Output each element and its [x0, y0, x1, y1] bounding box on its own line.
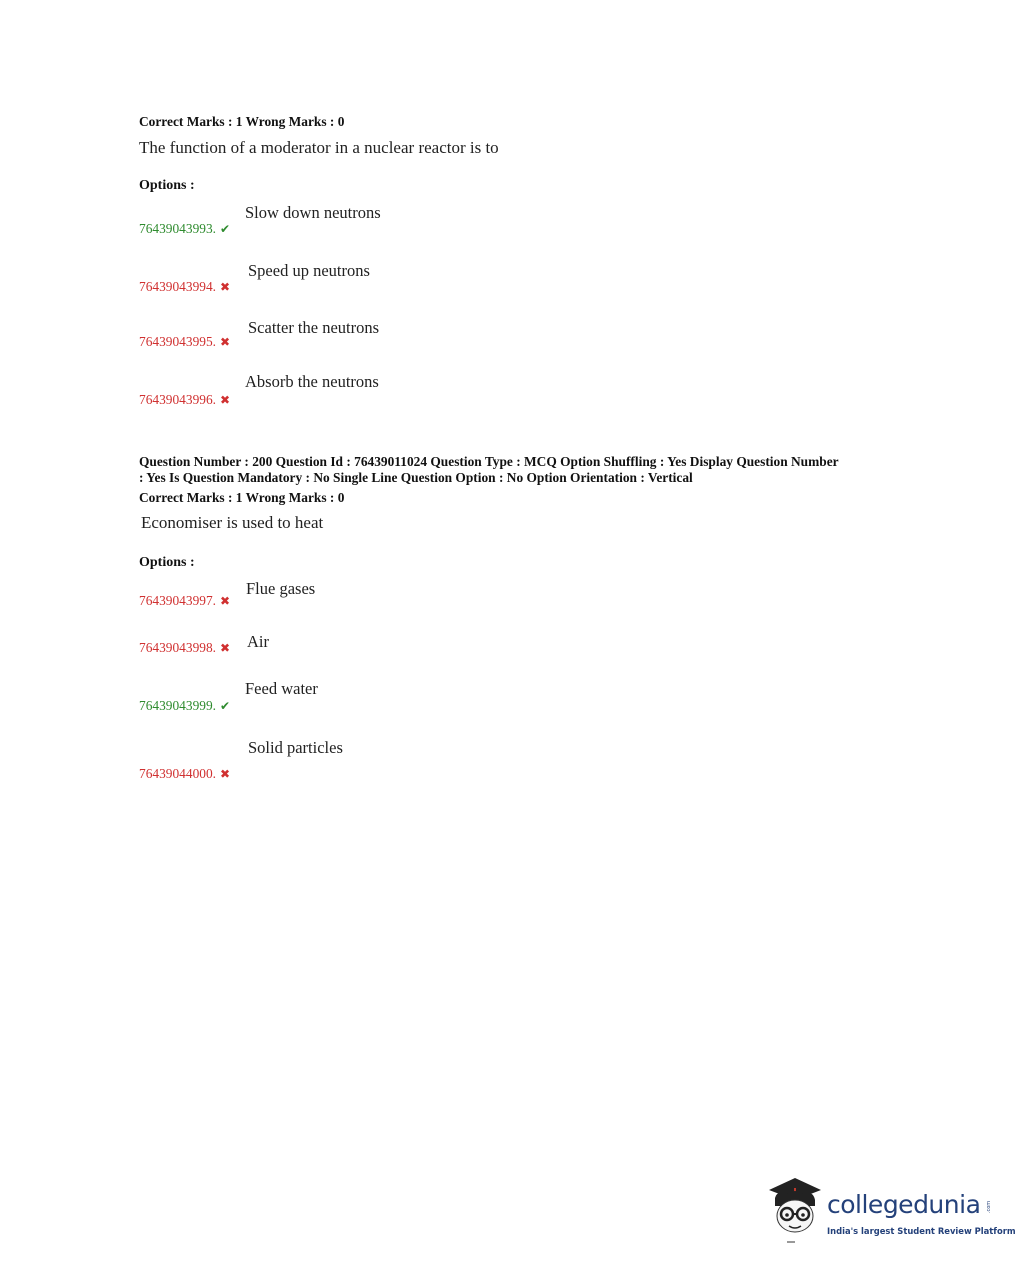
q2-option-3-id: 76439043999. ✔: [139, 698, 231, 713]
q2-option-1-text: Flue gases: [246, 579, 316, 598]
q1-option-2-text: Speed up neutrons: [248, 261, 370, 280]
cross-mark-icon: ✖: [220, 335, 231, 349]
logo-com: .com: [986, 1200, 993, 1214]
cross-mark-icon: ✖: [220, 280, 231, 294]
q2-question-text: Economiser is used to heat: [141, 513, 324, 532]
q2-option-1-id: 76439043997. ✖: [139, 593, 231, 608]
q1-option-1-text: Slow down neutrons: [245, 203, 381, 222]
cross-mark-icon: ✖: [220, 594, 231, 608]
logo-tagline: India's largest Student Review Platform: [827, 1226, 1016, 1236]
q1-option-4-text: Absorb the neutrons: [245, 372, 379, 391]
q1-options-label: Options :: [139, 178, 195, 193]
check-mark-icon: ✔: [220, 699, 231, 713]
q2-header-line-1: Question Number : 200 Question Id : 76439011024 Question Type : MCQ Option Shuffling : Yes Display Question Number: [139, 454, 839, 469]
q2-header-line-2: : Yes Is Question Mandatory : No Single Line Question Option : No Option Orientation : Vertical: [139, 470, 693, 485]
q2-option-4-text: Solid particles: [248, 738, 343, 757]
q1-option-3-id: 76439043995. ✖: [139, 334, 231, 349]
mascot-icon: [765, 1176, 825, 1246]
cross-mark-icon: ✖: [220, 767, 231, 781]
q2-option-2-text: Air: [247, 632, 269, 651]
q2-option-2-id: 76439043998. ✖: [139, 640, 231, 655]
cross-mark-icon: ✖: [220, 393, 231, 407]
q1-marks: Correct Marks : 1 Wrong Marks : 0: [139, 114, 345, 129]
q2-option-4-id: 76439044000. ✖: [139, 766, 231, 781]
logo-wordmark: collegedunia: [827, 1190, 981, 1219]
q1-option-4-id: 76439043996. ✖: [139, 392, 231, 407]
q1-option-1-id: 76439043993. ✔: [139, 221, 231, 236]
cross-mark-icon: ✖: [220, 641, 231, 655]
check-mark-icon: ✔: [220, 222, 231, 236]
q2-marks: Correct Marks : 1 Wrong Marks : 0: [139, 490, 345, 505]
q2-options-label: Options :: [139, 555, 195, 570]
q1-option-2-id: 76439043994. ✖: [139, 279, 231, 294]
q1-question-text: The function of a moderator in a nuclear reactor is to: [139, 138, 499, 157]
q2-option-3-text: Feed water: [245, 679, 318, 698]
collegedunia-logo: [765, 1176, 1016, 1246]
q1-option-3-text: Scatter the neutrons: [248, 318, 380, 337]
